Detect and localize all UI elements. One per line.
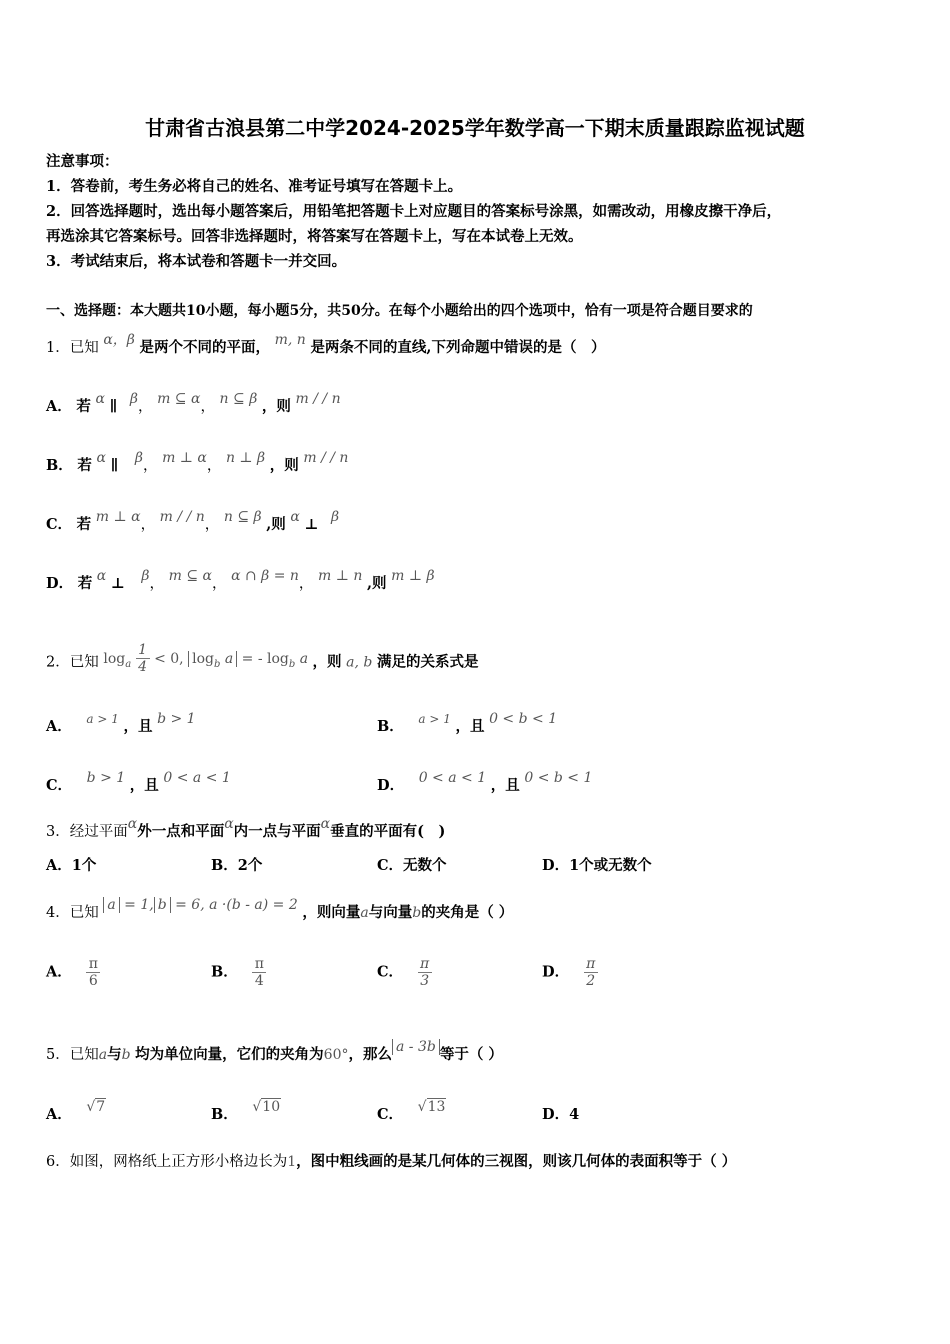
q5-b-rad: 10 <box>262 1099 281 1115</box>
q2-avar: a <box>224 650 234 667</box>
q4-text-2: 与向量 <box>368 904 413 921</box>
q5-option-d[interactable]: D．4 <box>542 1106 580 1123</box>
q2-fraction <box>136 642 150 675</box>
q1-c-f4: α <box>290 509 300 525</box>
q2-a-label: A． <box>46 718 72 735</box>
q2-abs <box>188 650 237 670</box>
q1-b-f5: m / / n <box>303 450 349 466</box>
q4-number: 4．已知 <box>46 905 99 921</box>
q1-a-ruo: 若 <box>76 398 91 415</box>
question-4 <box>46 897 514 923</box>
q1-d-f4: α ∩ β = n <box>231 568 299 584</box>
q6-one: 1 <box>287 1154 297 1170</box>
q4-b-den: 4 <box>254 973 264 989</box>
question-1 <box>46 332 606 358</box>
q1-c-ze: ,则 <box>266 516 286 533</box>
q1-c-label: C． <box>46 516 73 533</box>
notice-item-1: 1．答卷前，考生务必将自己的姓名、准考证号填写在答题卡上。 <box>46 178 463 195</box>
q2-b-label: B． <box>377 718 404 735</box>
q6-number: 6．如图，网格纸上正方形小格边长为 <box>46 1154 288 1170</box>
q4-abs-b: b <box>154 897 171 913</box>
q1-c-ruo: 若 <box>76 516 92 533</box>
notice-item-3: 3．考试结束后，将本试卷和答题卡一并交回。 <box>46 253 347 270</box>
q2-d-f1: 0 < a < 1 <box>418 770 487 786</box>
q1-option-d[interactable]: D． 若 α ⊥ β， m ⊆ α， α ∩ β = n， m ⊥ n ,则 m ⊥ β <box>46 568 435 592</box>
q1-number: 1．已知 <box>46 340 99 356</box>
q2-d-f2: 0 < b < 1 <box>524 770 593 786</box>
q4-a-num: π <box>88 956 98 972</box>
q3-text-1: 外一点和平面 <box>137 823 225 840</box>
q5-b-label: B． <box>211 1106 238 1123</box>
section-heading: 一、选择题：本大题共10小题，每小题5分，共50分。在每个小题给出的四个选项中，恰有一项是符合题目要求的 <box>46 303 753 319</box>
q1-a-f2: β <box>129 391 138 407</box>
q4-a-den: 6 <box>88 973 98 989</box>
q4-expr-1: = 1, <box>124 897 154 913</box>
q2-a-f2: b > 1 <box>157 711 196 727</box>
q1-d-f6: m ⊥ β <box>391 568 435 584</box>
q5-c-sqrt: √13 <box>417 1099 446 1115</box>
q2-log3-base: b <box>288 658 296 670</box>
q1-a-f1: α <box>95 391 105 407</box>
q1-alpha-beta: α，β <box>103 332 135 348</box>
q2-log2: log <box>192 650 214 667</box>
q1-a-f3: m ⊆ α <box>157 391 201 407</box>
q1-d-f3: m ⊆ α <box>168 568 212 584</box>
q3-option-a[interactable]: A．1个 <box>46 857 97 874</box>
q2-text-1: ，则 <box>312 653 342 671</box>
q2-b-f1: a > 1 <box>418 712 451 726</box>
q5-vec-a: a <box>98 1047 108 1063</box>
question-6 <box>46 1152 736 1172</box>
q4-expr-2: = 6, a ·(b - a) = 2 <box>175 897 298 913</box>
q4-option-c[interactable] <box>377 956 432 989</box>
q2-rhs: = - log <box>241 650 289 667</box>
q4-c-frac <box>418 956 432 989</box>
q5-b-sqrt: √10 <box>252 1099 281 1115</box>
q4-b-label: B． <box>211 963 238 981</box>
q2-a-qie: ，且 <box>123 718 153 735</box>
q4-text-1: ，则向量 <box>302 904 361 921</box>
q2-b-qie: ，且 <box>455 718 485 735</box>
q4-b-frac <box>252 956 266 989</box>
q1-b-s1: ∥ <box>110 457 119 474</box>
q1-d-label: D． <box>46 575 74 592</box>
q6-text-1: ，图中粗线画的是某几何体的三视图，则该几何体的表面积等于（ ） <box>296 1153 737 1170</box>
q1-text-2: 是两条不同的直线,下列命题中错误的是（ ） <box>310 339 606 356</box>
q3-option-d[interactable]: D．1个或无数个 <box>542 857 652 874</box>
q5-text-1: 与 <box>107 1046 122 1063</box>
q4-option-a[interactable] <box>46 956 100 989</box>
q2-log2-base: b <box>213 658 221 670</box>
q4-c-den: 3 <box>420 973 430 989</box>
q3-alpha-1: α <box>127 816 138 832</box>
q5-text-2: 均为单位向量，它们的夹角为 <box>135 1046 324 1063</box>
q1-option-a[interactable]: A． 若 α ∥ β， m ⊆ α， n ⊆ β ，则 m / / n <box>46 391 341 415</box>
q1-a-s1: ∥ <box>109 398 118 415</box>
q1-d-f1: α <box>96 568 107 584</box>
q1-a-f5: m / / n <box>295 391 341 407</box>
q1-b-f3: m ⊥ α <box>162 450 207 466</box>
q1-b-f2: β <box>134 450 143 466</box>
q1-b-ruo: 若 <box>77 457 92 474</box>
q1-c-f2: m / / n <box>159 509 205 525</box>
q2-text-2: 满足的关系式是 <box>376 653 479 671</box>
q2-option-d[interactable] <box>377 770 593 796</box>
q2-option-a[interactable] <box>46 711 196 737</box>
q2-a-f1: a > 1 <box>86 712 119 726</box>
q1-option-b[interactable]: B． 若 α ∥ β， m ⊥ α， n ⊥ β ，则 m / / n <box>46 450 349 474</box>
q5-expr: a - 3b <box>392 1039 440 1055</box>
q2-mid: < 0, <box>154 650 184 667</box>
q5-option-c[interactable] <box>377 1099 446 1125</box>
q4-vec-a: a <box>360 905 369 921</box>
q2-d-qie: ，且 <box>490 777 520 794</box>
q4-d-num: π <box>586 956 596 972</box>
q5-number: 5．已知 <box>46 1047 99 1063</box>
q1-a-f4: n ⊆ β <box>219 391 258 407</box>
q5-a-sqrt: √7 <box>86 1099 106 1115</box>
q1-c-s1: ⊥ <box>304 516 319 533</box>
q5-text-3: ，那么 <box>348 1046 392 1063</box>
question-2 <box>46 642 479 682</box>
q2-frac-num: 1 <box>138 642 148 658</box>
q4-abs-a: a <box>103 897 119 913</box>
q4-d-label: D． <box>542 963 570 981</box>
q4-a-frac <box>86 956 100 989</box>
q1-b-label: B． <box>46 457 73 474</box>
q1-a-label: A． <box>46 398 72 415</box>
q1-d-ze: ,则 <box>367 575 387 592</box>
q4-vec-b: b <box>412 905 422 921</box>
q5-option-a[interactable] <box>46 1099 106 1125</box>
q5-text-4: 等于（ ） <box>439 1046 503 1063</box>
q1-b-f1: α <box>96 450 106 466</box>
q3-option-b[interactable]: B．2个 <box>211 857 263 874</box>
q2-c-label: C． <box>46 777 73 794</box>
q3-alpha-2: α <box>224 816 234 832</box>
q4-d-den: 2 <box>586 973 596 989</box>
q5-c-rad: 13 <box>427 1099 446 1115</box>
q2-avar2: a <box>299 650 309 667</box>
notice-heading: 注意事项： <box>46 153 119 170</box>
q1-b-ze: ，则 <box>269 457 299 474</box>
question-5 <box>46 1039 503 1065</box>
notice-item-2-cont: 再选涂其它答案标号。回答非选择题时，将答案写在答题卡上，写在本试卷上无效。 <box>46 228 583 245</box>
q3-text-2: 内一点与平面 <box>233 823 321 840</box>
q2-option-c[interactable] <box>46 770 231 796</box>
exam-title: 甘肃省古浪县第二中学2024-2025学年数学高一下期末质量跟踪监视试题 <box>145 116 805 140</box>
q1-c-f3: n ⊆ β <box>223 509 262 525</box>
q5-a-rad: 7 <box>96 1099 106 1115</box>
q1-b-f4: n ⊥ β <box>225 450 266 466</box>
q1-d-f2: β <box>141 568 150 584</box>
q2-frac-den: 4 <box>138 659 148 675</box>
q1-c-f5: β <box>331 509 340 525</box>
q1-m-n: m, n <box>274 332 306 348</box>
q2-log1-base: a <box>125 658 132 670</box>
q2-log1: log <box>103 650 126 667</box>
q4-text-3: 的夹角是（ ） <box>421 904 514 921</box>
q3-option-c[interactable]: C．无数个 <box>377 857 447 874</box>
q2-log-expr <box>103 642 312 675</box>
q5-vec-b: b <box>121 1047 131 1063</box>
q1-option-c[interactable]: C． 若 m ⊥ α， m / / n， n ⊆ β ,则 α ⊥ β <box>46 509 340 533</box>
q1-a-ze: ，则 <box>261 398 291 415</box>
q4-c-num: π <box>420 956 430 972</box>
q1-d-f5: m ⊥ n <box>318 568 363 584</box>
q1-text-1: 是两个不同的平面， <box>139 339 271 356</box>
q4-expr <box>103 897 297 913</box>
q4-d-frac <box>584 956 598 989</box>
q2-ab: a, b <box>346 654 373 671</box>
q2-c-f1: b > 1 <box>86 770 126 786</box>
q3-text-3: 垂直的平面有( ) <box>330 823 446 840</box>
q3-alpha-3: α <box>320 816 331 832</box>
q1-d-s1: ⊥ <box>110 575 125 592</box>
q2-d-label: D． <box>377 777 405 794</box>
q5-option-b[interactable] <box>211 1099 281 1125</box>
q2-number: 2．已知 <box>46 654 99 671</box>
q2-c-f2: 0 < a < 1 <box>163 770 231 786</box>
q2-option-b[interactable] <box>377 711 558 737</box>
q5-a-label: A． <box>46 1106 72 1123</box>
q2-c-qie: ，且 <box>129 777 159 794</box>
q4-a-label: A． <box>46 963 72 981</box>
q4-c-label: C． <box>377 963 404 981</box>
q3-number: 3．经过平面 <box>46 824 128 840</box>
q4-b-num: π <box>254 956 264 972</box>
q4-option-b[interactable] <box>211 956 266 989</box>
q1-c-f1: m ⊥ α <box>95 509 141 525</box>
q1-d-ruo: 若 <box>77 575 93 592</box>
q5-degree: 60° <box>323 1047 349 1063</box>
question-3 <box>46 816 446 842</box>
notice-item-2: 2．回答选择题时，选出每小题答案后，用铅笔把答题卡上对应题目的答案标号涂黑，如需改动，用橡皮擦干净后， <box>46 203 782 220</box>
q5-c-label: C． <box>377 1106 404 1123</box>
q2-b-f2: 0 < b < 1 <box>489 711 558 727</box>
q4-option-d[interactable] <box>542 956 598 989</box>
